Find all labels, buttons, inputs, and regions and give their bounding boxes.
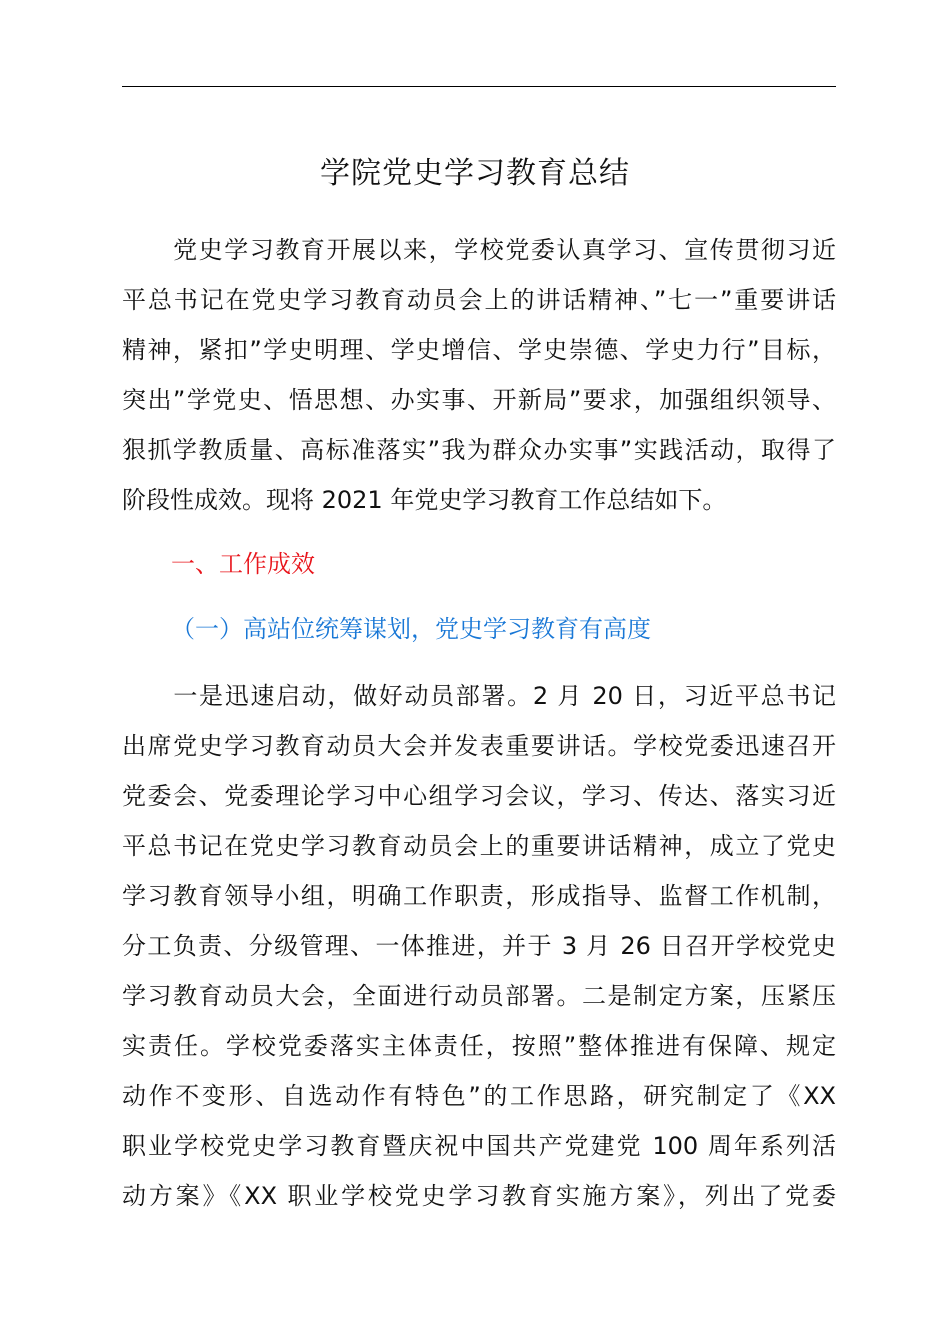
paragraph-line: 职业学校党史学习教育暨庆祝中国共产党建党 100 周年系列活	[122, 1132, 836, 1160]
paragraph-line: 精神，紧扣”学史明理、学史增信、学史崇德、学史力行”目标，	[122, 336, 836, 364]
paragraph-line: 出席党史学习教育动员大会并发表重要讲话。学校党委迅速召开	[122, 732, 836, 760]
header-rule	[122, 86, 836, 87]
paragraph-line: 狠抓学教质量、高标准落实”我为群众办实事”实践活动，取得了	[122, 436, 836, 464]
paragraph-line: 学习教育领导小组，明确工作职责，形成指导、监督工作机制，	[122, 882, 836, 910]
paragraph-line: 党史学习教育开展以来，学校党委认真学习、宣传贯彻习近	[122, 236, 836, 264]
paragraph-line: 动方案》《XX 职业学校党史学习教育实施方案》，列出了党委	[122, 1182, 836, 1210]
section-heading: 一、工作成效	[171, 550, 315, 578]
paragraph-line: 实责任。学校党委落实主体责任，按照”整体推进有保障、规定	[122, 1032, 836, 1060]
paragraph-line: 平总书记在党史学习教育动员会上的讲话精神、”七一”重要讲话	[122, 286, 836, 314]
paragraph-line: 学习教育动员大会，全面进行动员部署。二是制定方案，压紧压	[122, 982, 836, 1010]
paragraph-line: 一是迅速启动，做好动员部署。2 月 20 日，习近平总书记	[122, 682, 836, 710]
paragraph-line: 分工负责、分级管理、一体推进，并于 3 月 26 日召开学校党史	[122, 932, 836, 960]
paragraph-line: 动作不变形、自选动作有特色”的工作思路，研究制定了《XX	[122, 1082, 836, 1110]
paragraph-line: 平总书记在党史学习教育动员会上的重要讲话精神，成立了党史	[122, 832, 836, 860]
paragraph-line: 突出”学党史、悟思想、办实事、开新局”要求，加强组织领导、	[122, 386, 836, 414]
subsection-heading: （一）高站位统筹谋划，党史学习教育有高度	[171, 615, 651, 643]
intro-paragraph	[122, 225, 836, 525]
paragraph-line: 党委会、党委理论学习中心组学习会议，学习、传达、落实习近	[122, 782, 836, 810]
body-paragraph	[122, 671, 836, 1221]
paragraph-line: 阶段性成效。现将 2021 年党史学习教育工作总结如下。	[122, 486, 727, 514]
document-title: 学院党史学习教育总结	[320, 156, 630, 191]
